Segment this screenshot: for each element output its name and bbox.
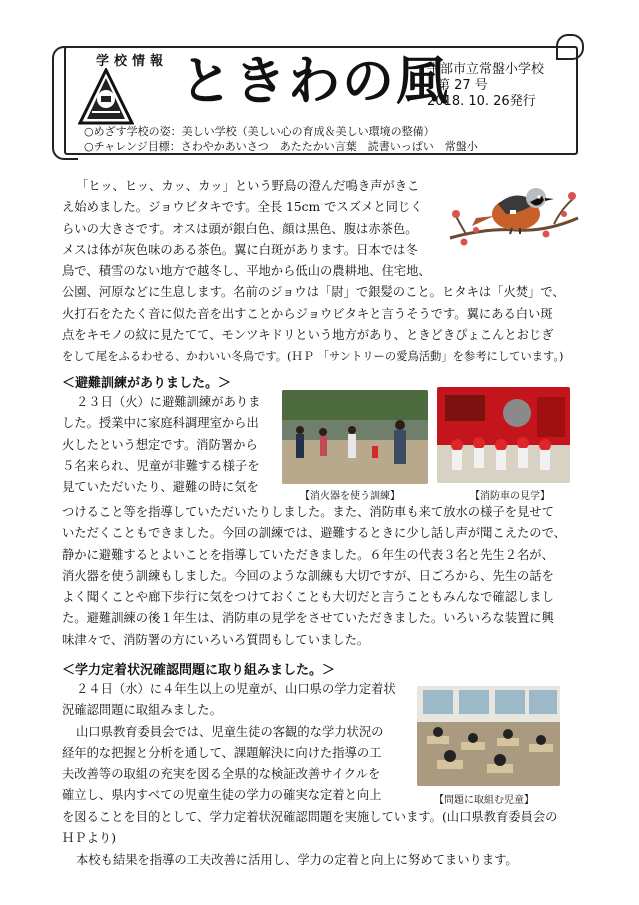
school-info — [427, 62, 544, 110]
assessment-article-full — [62, 807, 557, 871]
assessment-line: 山口県教育委員会では、児童生徒の客観的な学力状況の — [76, 724, 384, 739]
bird-article-line: をして尾をふるわせる、かわいい冬鳥です。(ＨＰ 「サントリーの愛鳥活動」を参考にしています。) — [62, 350, 564, 364]
drill-line: した。授業中に家庭科調理室から出 — [62, 416, 259, 431]
fire-truck-visit-photo — [437, 387, 570, 483]
bird-article-line: らいの大きさです。オスは頭が銀白色、顔は黒色、腹は赤茶色。 — [62, 221, 418, 236]
assessment-article-left — [62, 679, 396, 807]
scroll-frame-right-curl — [556, 34, 584, 60]
drill-line: 見ていただいたり、避難の時に気を — [62, 480, 259, 495]
masthead-kicker: 学校情報 — [96, 54, 169, 69]
drill-line: 消火器を使う訓練もしました。今回のような訓練も大切ですが、日ごろから、先生の話を — [62, 568, 554, 583]
assessment-line: を図ることを目的として、学力定着状況確認問題を実施しています。(山口県教育委員会の — [62, 810, 558, 824]
bird-article-line: メスは体が灰色味のある茶色。翼に白斑があります。日本では冬 — [62, 242, 418, 257]
students-test-photo — [417, 686, 560, 786]
drill-line: ２３日（火）に避難訓練がありま — [76, 395, 261, 409]
drill-line: 火したという想定です。消防署から — [62, 437, 258, 452]
issue-number: 第 27 号 — [437, 78, 488, 93]
assessment-line: 確立し、県内すべての児童生徒の学力の確実な定着と向上 — [62, 788, 382, 803]
school-emblem-icon — [78, 68, 134, 126]
newsletter-title: ときわの風 — [180, 52, 451, 112]
challenge-goal: ○チャレンジ目標：さわやかあいさつ あたたかい言葉 読書いっぱい 常盤小 — [84, 140, 478, 153]
fire-truck-caption: 【消防車の見学】 — [470, 491, 550, 502]
drill-article-left — [62, 392, 260, 498]
drill-line: 静かに避難するとよいことを指導していただきました。６年生の代表３名と先生２名が、 — [62, 547, 554, 562]
school-goal: ○めざす学校の姿：美しい学校（美しい心の育成＆美しい環境の整備） — [84, 125, 435, 138]
assessment-line: 夫改善等の取組の充実を図る全県的な検証改善サイクルを — [62, 767, 381, 782]
drill-line: ５名来られ、児童が非難する様子を — [62, 458, 260, 473]
drill-line: よく聞くことや廊下歩行に気をつけておくことも大切だと言うこともみんなで確認しまし — [62, 590, 554, 605]
bird-article-line: 公園、河原などに生息します。名前のジョウは「尉」で銀髪のこと。ヒタキは「火焚」で、 — [62, 285, 565, 300]
bird-article-line: 火打石をたたく音に似た音を出すことからジョウビタキと言うそうです。翼にある白い斑 — [62, 306, 553, 321]
issue-date: 2018. 10. 26発行 — [427, 94, 536, 109]
bird-article-line: 鳥で、積雪のない地方で越冬し、平地から低山の農耕地、住宅地、 — [62, 264, 431, 279]
fire-extinguisher-drill-photo — [282, 390, 428, 484]
assessment-line: 況確認問題に取組みました。 — [62, 703, 222, 718]
drill-line: いただくこともできました。今回の訓練では、避難するときに少し話し声が聞こえたので、 — [62, 526, 566, 541]
school-name: 宇部市立常盤小学校 — [427, 62, 545, 77]
drill-line: つけること等を指導していただいたりしました。また、消防車も来て放水の様子を見せて — [62, 505, 554, 519]
assessment-line: ２４日（水）に４年生以上の児童が、山口県の学力定着状 — [76, 682, 396, 696]
assessment-line: ＨＰより) — [62, 831, 116, 846]
bird-article-line: 点をキモノの紋に見たてて、モンツキドリという地方があり、ときどきぴょこんとおじぎ — [62, 328, 554, 343]
fire-extinguisher-caption: 【消火器を使う訓練】 — [300, 491, 400, 502]
bird-article-line: え始めました。ジョウビタキです。全長 15cm でスズメと同じく — [62, 200, 423, 215]
bird-article-line: 「ヒッ、ヒッ、カッ、カッ」という野鳥の澄んだ鳴き声がきこ — [76, 179, 420, 193]
drill-line: た。避難訓練の後１年生は、消防車の見学をさせていただきました。いろいろな装置に興 — [62, 611, 554, 626]
drill-line: 味津々で、消防署の方にいろいろ質問もしていました。 — [62, 632, 370, 647]
drill-article-full — [62, 502, 566, 651]
bird-article — [62, 176, 565, 368]
assessment-heading: ＜学力定着状況確認問題に取り組みました。＞ — [62, 663, 336, 678]
students-test-caption: 【問題に取組む児童】 — [434, 795, 534, 806]
drill-heading: ＜避難訓練がありました。＞ — [62, 376, 232, 391]
assessment-line: 経年的な把握と分析を通して、課題解決に向けた指導の工 — [62, 745, 382, 760]
assessment-line: 本校も結果を指導の工夫改善に活用し、学力の定着と向上に努めてまいります。 — [76, 852, 518, 867]
